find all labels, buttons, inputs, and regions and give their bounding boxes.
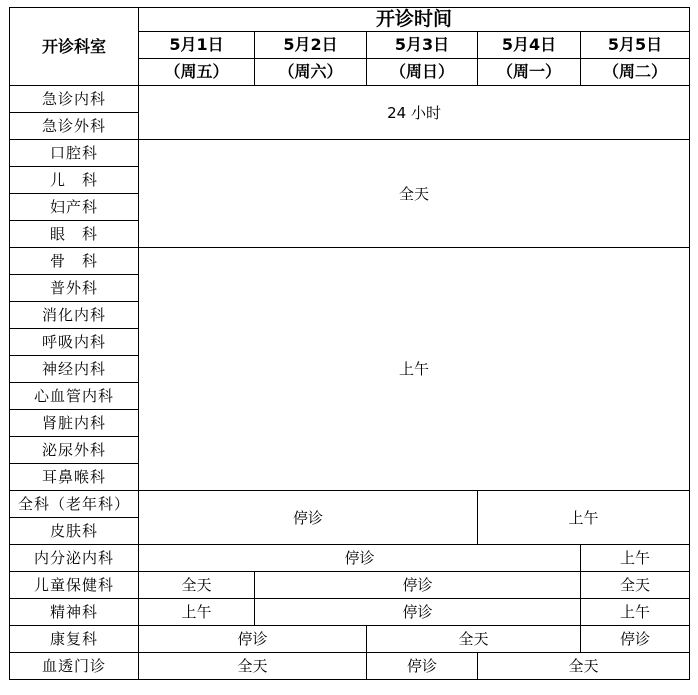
dept-cell: 精神科 <box>10 599 139 626</box>
date-header: 5月1日 <box>139 32 255 59</box>
schedule-cell: 全天 <box>367 626 581 653</box>
schedule-cell: 上午 <box>139 599 255 626</box>
schedule-cell: 停诊 <box>255 572 581 599</box>
dept-cell: 全科（老年科） <box>10 491 139 518</box>
dept-cell: 血透门诊 <box>10 653 139 680</box>
schedule-cell: 停诊 <box>581 626 690 653</box>
dept-cell: 心血管内科 <box>10 383 139 410</box>
dept-cell: 肾脏内科 <box>10 410 139 437</box>
dept-cell: 儿童保健科 <box>10 572 139 599</box>
schedule-cell: 停诊 <box>255 599 581 626</box>
dept-cell: 康复科 <box>10 626 139 653</box>
schedule-cell: 停诊 <box>139 626 367 653</box>
date-header: 5月4日 <box>478 32 581 59</box>
weekday-header: （周六） <box>255 59 367 86</box>
dept-cell: 急诊内科 <box>10 86 139 113</box>
date-header: 5月5日 <box>581 32 690 59</box>
dept-cell: 急诊外科 <box>10 113 139 140</box>
schedule-table-wrap <box>9 7 690 680</box>
schedule-title: 开诊时间 <box>139 8 690 32</box>
date-header: 5月2日 <box>255 32 367 59</box>
schedule-cell: 上午 <box>581 545 690 572</box>
schedule-cell: 全天 <box>139 653 367 680</box>
dept-column-header: 开诊科室 <box>10 8 139 86</box>
schedule-cell: 上午 <box>139 248 690 491</box>
weekday-header: （周日） <box>367 59 478 86</box>
weekday-header: （周一） <box>478 59 581 86</box>
schedule-cell: 停诊 <box>139 545 581 572</box>
schedule-cell: 24 小时 <box>139 86 690 140</box>
dept-cell: 内分泌内科 <box>10 545 139 572</box>
dept-cell: 普外科 <box>10 275 139 302</box>
schedule-cell: 上午 <box>478 491 690 545</box>
weekday-header: （周五） <box>139 59 255 86</box>
schedule-cell: 全天 <box>478 653 690 680</box>
dept-cell: 儿 科 <box>10 167 139 194</box>
dept-cell: 泌尿外科 <box>10 437 139 464</box>
schedule-cell: 停诊 <box>139 491 478 545</box>
schedule-cell: 全天 <box>139 140 690 248</box>
dept-cell: 眼 科 <box>10 221 139 248</box>
schedule-cell: 全天 <box>139 572 255 599</box>
date-header: 5月3日 <box>367 32 478 59</box>
weekday-header: （周二） <box>581 59 690 86</box>
dept-cell: 骨 科 <box>10 248 139 275</box>
schedule-cell: 停诊 <box>367 653 478 680</box>
schedule-cell: 上午 <box>581 599 690 626</box>
dept-cell: 耳鼻喉科 <box>10 464 139 491</box>
schedule-cell: 全天 <box>581 572 690 599</box>
dept-cell: 消化内科 <box>10 302 139 329</box>
dept-cell: 神经内科 <box>10 356 139 383</box>
dept-cell: 妇产科 <box>10 194 139 221</box>
schedule-table <box>9 7 690 680</box>
dept-cell: 皮肤科 <box>10 518 139 545</box>
dept-cell: 呼吸内科 <box>10 329 139 356</box>
dept-cell: 口腔科 <box>10 140 139 167</box>
